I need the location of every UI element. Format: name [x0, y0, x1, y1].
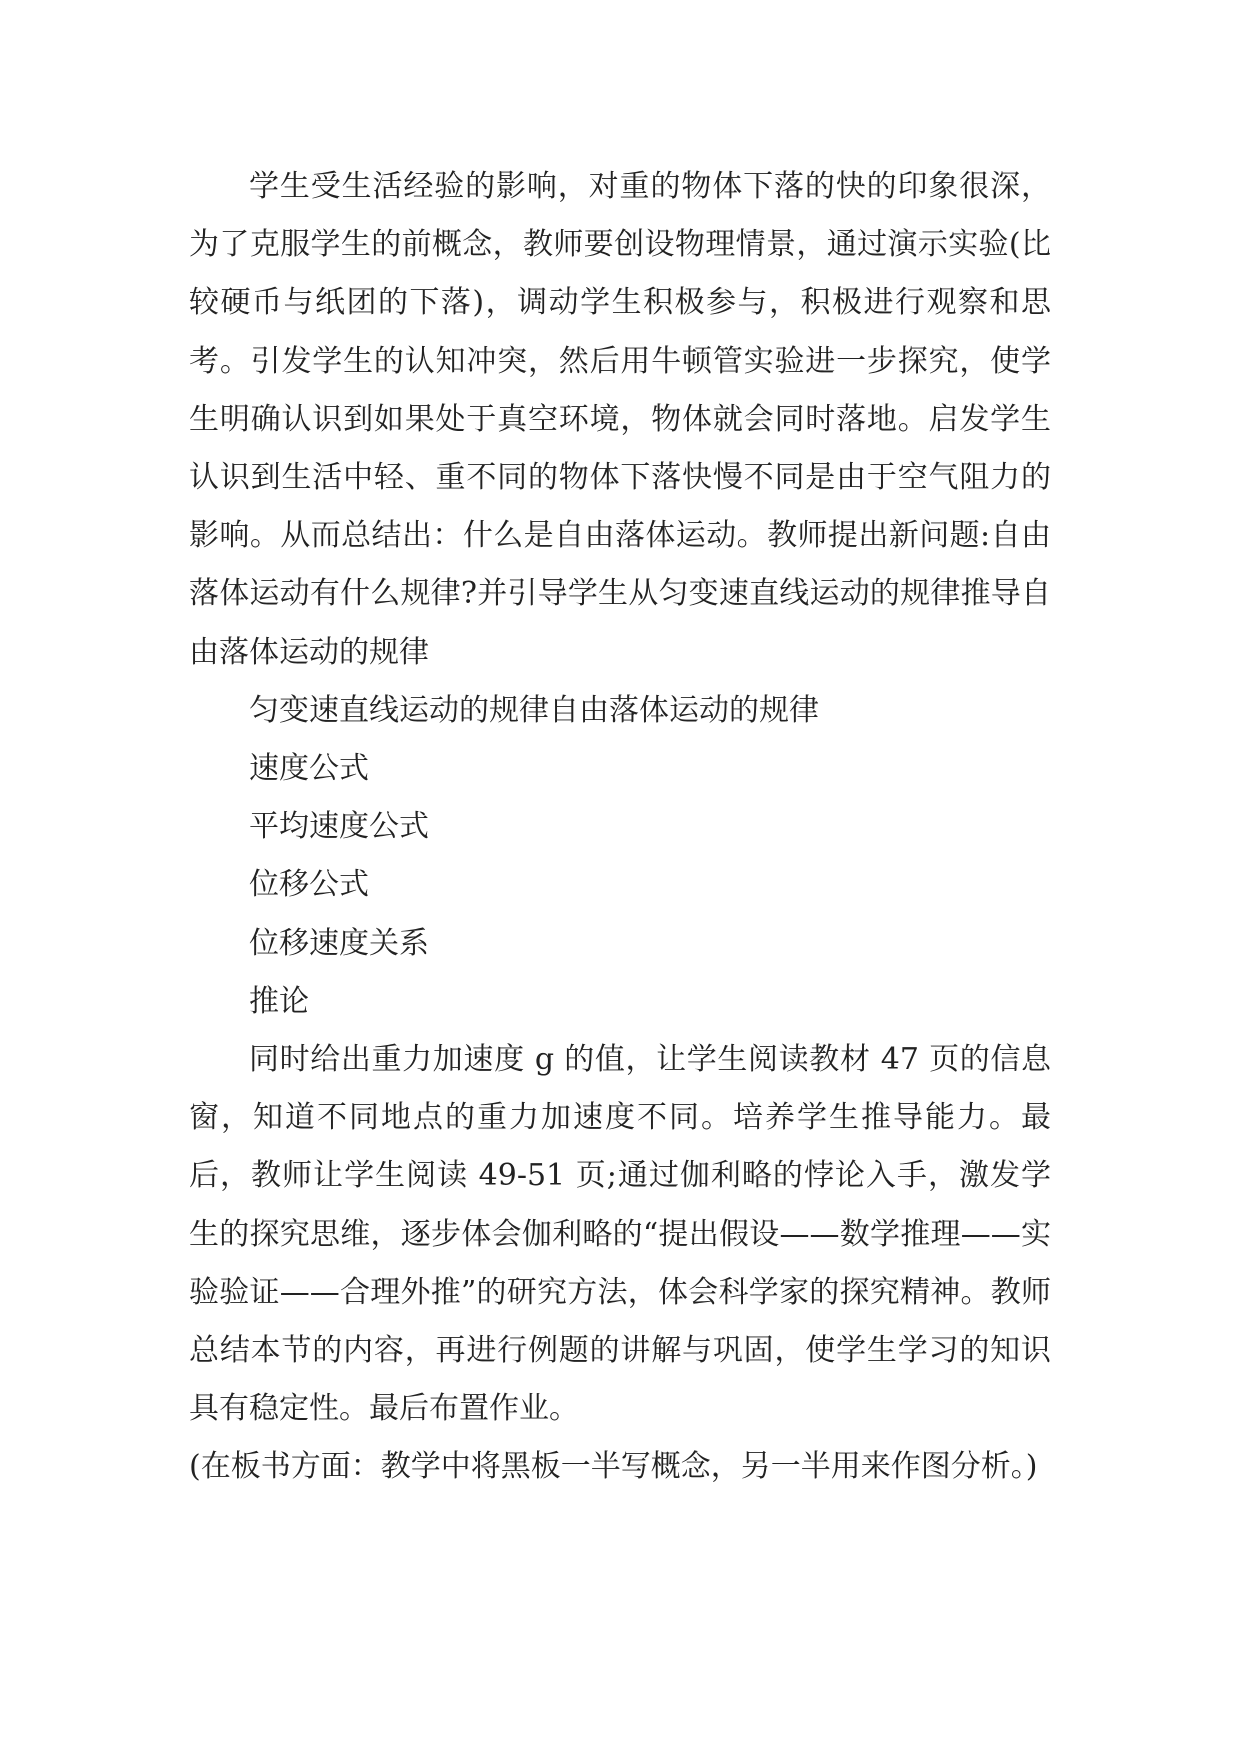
comparison-heading: 匀变速直线运动的规律自由落体运动的规律	[249, 692, 819, 728]
list-item-displacement-velocity-relation: 位移速度关系	[249, 925, 429, 961]
list-item-velocity-formula: 速度公式	[249, 751, 369, 787]
paragraph-lesson-intro: 学生受生活经验的影响，对重的物体下落的快的印象很深，为了克服学生的前概念，教师要创设物理情景，通过演示实验(比较硬币与纸团的下落)，调动学生积极参与，积极进行观察和思考。引发学生的认知冲突，然后用牛顿管实验进一步探究，使学生明确认识到如果处于真空环境，物体就会同时落地。启发学生认识到生活中轻、重不同的物体下落快慢不同是由于空气阻力的影响。从而总结出：什么是自由落体运动。教师提出新问题:自由落体运动有什么规律?并引导学生从匀变速直线运动的规律推导自由落体运动的规律	[189, 169, 1051, 670]
list-item-displacement-formula: 位移公式	[249, 867, 369, 903]
document-body	[189, 158, 1051, 1497]
list-item-average-velocity-formula: 平均速度公式	[249, 809, 429, 845]
paragraph-blackboard-note: (在板书方面：教学中将黑板一半写概念，另一半用来作图分析。)	[189, 1449, 1038, 1485]
paragraph-gravity-acceleration: 同时给出重力加速度 g 的值，让学生阅读教材 47 页的信息窗，知道不同地点的重力加速度不同。培养学生推导能力。最后，教师让学生阅读 49-51 页;通过伽利略的悖论入手，激发学生的探究思维，逐步体会伽利略的“提出假设——数学推理——实验验证——合理外推”的研究方法，体会科学家的探究精神。教师总结本节的内容，再进行例题的讲解与巩固，使学生学习的知识具有稳定性。最后布置作业。	[189, 1042, 1051, 1427]
list-item-corollary: 推论	[249, 983, 309, 1019]
